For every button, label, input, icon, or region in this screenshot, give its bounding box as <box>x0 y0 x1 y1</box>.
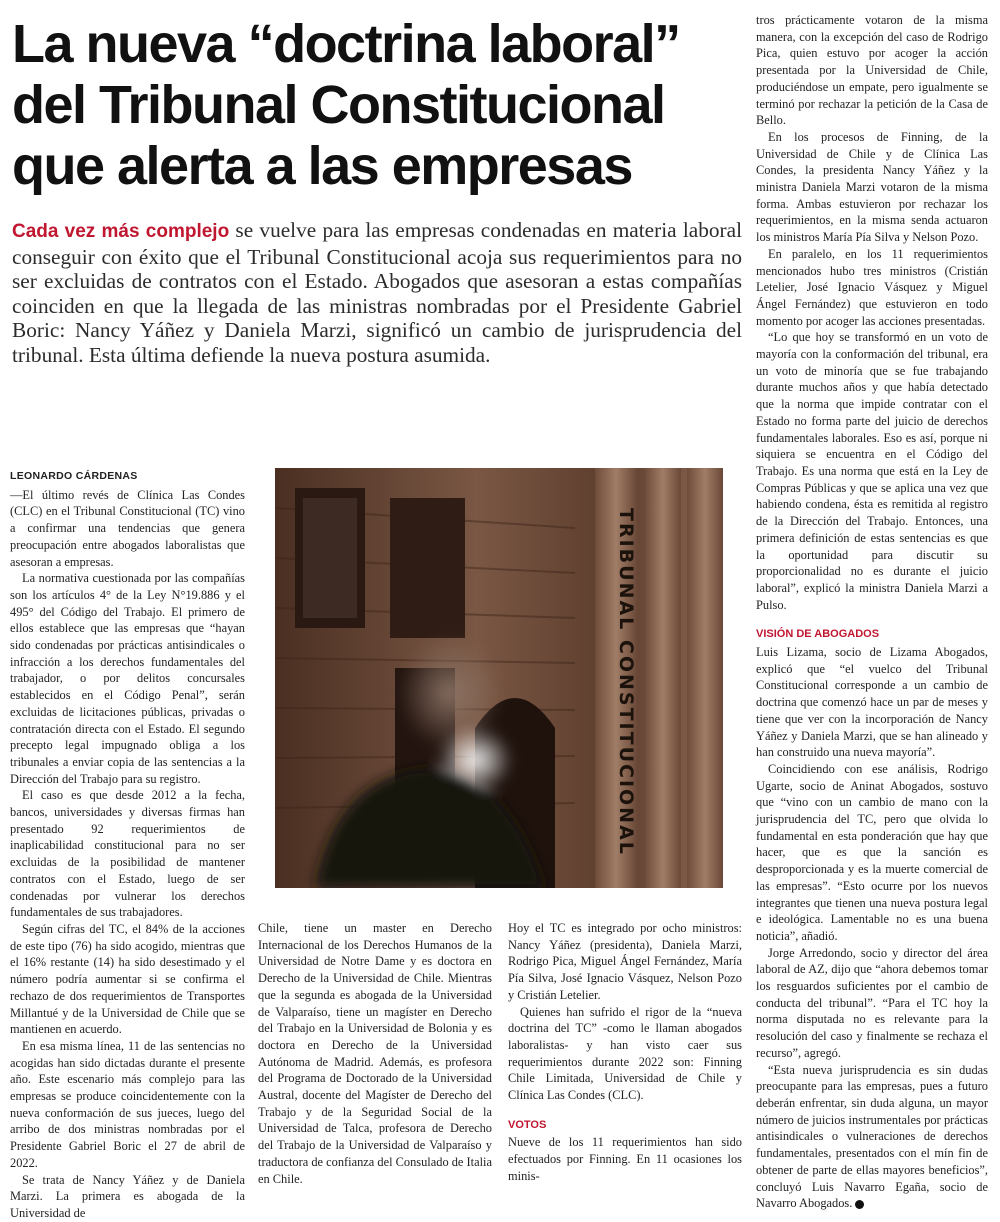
end-mark-icon: P <box>855 1200 864 1209</box>
headline-line-3: que alerta a las empresas <box>12 136 632 196</box>
subhead-votos: VOTOS <box>508 1118 547 1131</box>
headline-line-1: La nueva “doctrina laboral” <box>12 14 680 74</box>
tribunal-facade-image <box>275 468 723 888</box>
paragraph: Jorge Arredondo, socio y director del área laboral de AZ, dijo que “ahora debemos tomar los resguardos suficientes por el cambio de conducta del tribunal”. “Para el TC hoy la norma disputada no es relevante para la resolución del caso y finalmente se rechaza el recurso”, agregó. <box>756 945 988 1060</box>
paragraph <box>756 1062 988 1212</box>
paragraph: —El último revés de Clínica Las Condes (CLC) en el Tribunal Constitucional (TC) vino a confirmar una tendencias que genera preocupación entre abogados laboralistas que asesoran a empresas. <box>10 487 245 569</box>
subhead-vision-de-abogados: VISIÓN DE ABOGADOS <box>756 628 880 641</box>
article-column-4 <box>756 12 988 1212</box>
lead-text: se vuelve para las empresas condenadas en materia laboral conseguir con éxito que el Tribunal Constitucional acoja sus requerimientos para no ser excluidas de contratos con el Estado. Abogados que asesoran a estas compañías coinciden en que la llegada de las ministras nombradas por el Presidente Gabriel Boric: Nancy Yáñez y Daniela Marzi, significó un cambio de jurisprudencia del tribunal. Esta última defiende la nueva postura asumida. <box>12 218 742 367</box>
paragraph: En los procesos de Finning, de la Universidad de Chile y de Clínica Las Condes, la presidenta Nancy Yáñez y la ministra Daniela Marzi votaron de la misma forma. Ambas estuvieron por rechazar los requerimientos, en la misma senda actuaron los ministros María Pía Silva y Nelson Pozo. <box>756 129 988 245</box>
article-photo <box>275 468 723 888</box>
paragraph: tros prácticamente votaron de la misma manera, con la excepción del caso de Rodrigo Pica, quien estuvo por acoger la acción presentada por la Universidad de Chile, produciéndose un empate, pero igualmente se terminó por rechazar la petición de la Casa de Bello. <box>756 13 988 128</box>
article-column-2 <box>258 920 492 1187</box>
paragraph: En esa misma línea, 11 de las sentencias no acogidas han sido dictadas durante el presente año. Este escenario más complejo para las empresas se produce coincidentemente con la nueva conformación de sus jueces, luego del arribo de dos ministras nombradas por el Presidente Gabriel Boric el 27 de abril de 2022. <box>10 1038 245 1170</box>
article-column-3 <box>508 920 742 1185</box>
paragraph: Quienes han sufrido el rigor de la “nueva doctrina del TC” -como le llaman abogados laboralistas- y han visto caer sus requerimientos durante 2022 son: Finning Chile Limitada, Universidad de Chile y Clínica Las Condes (CLC). <box>508 1004 742 1103</box>
paragraph: La normativa cuestionada por las compañías son los artículos 4° de la Ley N°19.886 y el 495° del Código del Trabajo. El primero de ellos establece que las empresas que “hayan sido condenadas por prácticas antisindicales o infracción a los derechos fundamentales del trabajador, o por delitos concursales establecidos en el Código Penal”, serán excluidas de licitaciones públicas, privadas o contratación directa con el Estado. El segundo precepto legal impugnado obliga a los tribunales a enviar copia de las sentencias a la Dirección del Trabajo para su registro. <box>10 571 245 786</box>
paragraph: Chile, tiene un master en Derecho Internacional de los Derechos Humanos de la Universidad de Notre Dame y es doctora en Derecho de la Universidad de Chile. Mientras que la segunda es abogada de la Universidad de Valparaíso, tiene un magíster en Derecho del Trabajo en la Universidad de Bolonia y es doctora en Derecho de la Universidad Autónoma de Madrid. Además, es profesora del Programa de Doctorado de la Universidad Austral, docente del Magíster de Derecho del Trabajo y de la Seguridad Social de la Universidad de Talca, profesora de Derecho del Trabajo de la Universidad de Valparaíso y traductora de confianza del Consulado de Italia en Chile. <box>258 921 492 1186</box>
paragraph: “Lo que hoy se transformó en un voto de mayoría con la conformación del tribunal, era un voto de minoría que se fue trabajando durante muchos años y que había detectado que la norma que impide contratar con el Estado no forma parte del juicio de derechos fundamentales laborales. Eso es así, porque ni siquiera se encuentra en el Código del Trabajo. Es una norma que está en la Ley de Compras Públicas y que se aplica una vez que habiendo condena, ésta es remitida al registro de la Dirección del Trabajo. Entonces, una primera definición de estas sentencias es que la oportunidad para discutir su proporcionalidad no es durante el juicio laboral”, explicó la ministra Daniela Marzi a Pulso. <box>756 330 988 612</box>
lead-paragraph <box>12 218 742 368</box>
paragraph: Hoy el TC es integrado por ocho ministros: Nancy Yáñez (presidenta), Daniela Marzi, Rodrigo Pica, Miguel Ángel Fernández, María Pía Silva, José Ignacio Vásquez, Nelson Pozo y Cristián Letelier. <box>508 921 742 1002</box>
headline-line-2: del Tribunal Constitucional <box>12 75 665 135</box>
paragraph: El caso es que desde 2012 a la fecha, bancos, universidades y diversas firmas han presentado 92 requerimientos de inaplicabilidad constitucional para no ser excluidas de la posibilidad de mantener contratos con el Estado, luego de ser condenadas por vulnerar los derechos fundamentales de sus trabajadores. <box>10 788 245 920</box>
paragraph: Según cifras del TC, el 84% de la acciones de este tipo (76) ha sido acogido, mientras que el 16% restante (14) ha sido desestimado y el número podría aumentar si se confirma el rechazo de dos requerimientos de Transportes Millantué y de la Universidad de Chile que se mantienen en acuerdo. <box>10 921 245 1037</box>
article-column-1 <box>10 468 245 1222</box>
paragraph: En paralelo, en los 11 requerimientos mencionados hubo tres ministros (Cristián Letelier, José Ignacio Vásquez y Miguel Ángel Fernández) que estuvieron en todo momento por acoger las acciones presentadas. <box>756 246 988 328</box>
paragraph: Luis Lizama, socio de Lizama Abogados, explicó que “el vuelco del Tribunal Constitucional corresponde a un cambio de doctrina que comenzó hace un par de meses y tiene que ver con la incorporación de Nancy Yáñez y Daniela Marzi, que se han alineado y han construido una nueva mayoría”. <box>756 645 988 760</box>
lead-kicker: Cada vez más complejo <box>12 221 230 242</box>
paragraph: Nueve de los 11 requerimientos han sido efectuados por Finning. En 11 ocasiones los minis- <box>508 1135 742 1183</box>
paragraph: Coincidiendo con ese análisis, Rodrigo Ugarte, socio de Aninat Abogados, sostuvo que “vino con un cambio de mano con la jurisprudencia del TC, pero que olvida lo fundamental en esta ponderación que hay que hacer, que es que la sanción es desproporcionada y es la muerte comercial de las empresas”. “Esto ocurre por los nuevos integrantes que tienen una nueva postura legal e ideológica. Lamentable no es una buena noticia”, añadió. <box>756 761 988 943</box>
facade-text: TRIBUNAL CONSTITUCIONAL <box>615 508 637 856</box>
headline <box>12 14 752 197</box>
paragraph: Se trata de Nancy Yáñez y de Daniela Marzi. La primera es abogada de la Universidad de <box>10 1172 245 1220</box>
byline: LEONARDO CÁRDENAS <box>10 470 138 482</box>
paragraph-text: “Esta nueva jurisprudencia es sin dudas preocupante para las empresas, pues a futuro deberán enfrentar, sin duda alguna, un mayor número de juicios instrumentales por prácticas antisindicales o vulneraciones de derechos fundamentales, presentados con el mín fin de obtener de parte de ellas mayores beneficios”, concluyó Luis Navarro Egaña, socio de Navarro Abogados. <box>756 1062 988 1211</box>
